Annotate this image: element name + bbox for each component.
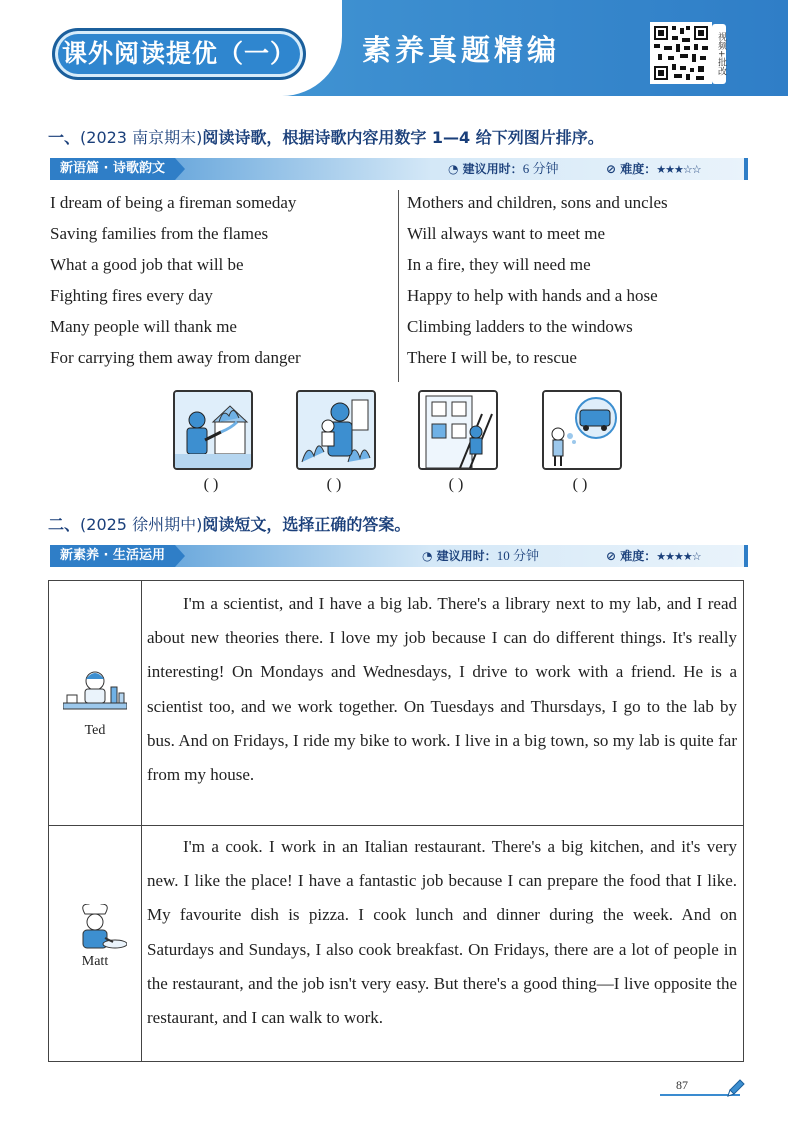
- poem-line: Will always want to meet me: [407, 224, 606, 243]
- check-circle-icon: ⊘: [606, 162, 617, 176]
- table-row-ted: [49, 581, 743, 825]
- difficulty-label: 难度：: [620, 162, 657, 176]
- poem-line: Many people will thank me: [50, 317, 237, 336]
- poem-line: Saving families from the flames: [50, 224, 269, 243]
- section1-tagbar: [50, 158, 748, 180]
- header-title: 素养真题精编: [362, 33, 561, 67]
- picture-firefighter-ladder: [418, 390, 498, 470]
- picture-firefighter-hose: [173, 390, 253, 470]
- answer-blank-2[interactable]: ( ): [326, 476, 342, 493]
- table-row-matt: [49, 825, 743, 1062]
- poem-line: I dream of being a fireman someday: [50, 193, 297, 212]
- qr-code-icon[interactable]: [650, 22, 712, 84]
- poem-line: Happy to help with hands and a hose: [407, 286, 658, 305]
- speaker-name: Ted: [84, 723, 106, 738]
- speaker-cell: [49, 581, 142, 825]
- section1-instruction: 阅读诗歌，根据诗歌内容用数字 1—4 给下列图片排序。: [202, 128, 604, 147]
- picture-boy-dreams-fire-truck: [542, 390, 622, 470]
- section2-tagbar: [50, 545, 748, 567]
- speaker-name: Matt: [81, 954, 109, 969]
- check-circle-icon: ⊘: [606, 549, 617, 563]
- difficulty-label: 难度：: [620, 549, 657, 563]
- section1-tag: 新语篇 · 诗歌韵文: [50, 158, 175, 180]
- pencil-icon: [724, 1078, 746, 1100]
- time-label: 建议用时：: [436, 549, 497, 563]
- section1-difficulty: [606, 158, 701, 181]
- time-value: 6 分钟: [522, 161, 559, 176]
- poem-line: Mothers and children, sons and uncles: [407, 193, 668, 212]
- clock-icon: ◔: [422, 549, 433, 563]
- cook-avatar: [63, 904, 127, 954]
- poem-line: For carrying them away from danger: [50, 348, 301, 367]
- section2-source: (2025 徐州期中): [80, 515, 203, 534]
- speaker-cell: [49, 826, 142, 1062]
- poem-left-column: [50, 187, 301, 373]
- page-number: 87: [676, 1078, 688, 1092]
- poem-line: In a fire, they will need me: [407, 255, 591, 274]
- time-label: 建议用时：: [462, 162, 523, 176]
- time-value: 10 分钟: [496, 548, 539, 563]
- section1-number: 一、: [48, 128, 81, 147]
- poem-line: Climbing ladders to the windows: [407, 317, 633, 336]
- section1-time: [448, 158, 558, 180]
- section1-heading: [48, 125, 604, 148]
- poem-line: Fighting fires every day: [50, 286, 213, 305]
- poem-line: What a good job that will be: [50, 255, 244, 274]
- answer-blank-1[interactable]: ( ): [203, 476, 219, 493]
- answer-blank-3[interactable]: ( ): [448, 476, 464, 493]
- reading-table: [48, 580, 744, 1062]
- passage-text: I'm a cook. I work in an Italian restaurant. There's a big kitchen, and it's very new. I like the place! I have a fantastic job because I can prepare the food that I like. My favourite dish is pizza. I cook lunch and dinner during the week. And on Saturdays and Sundays, I also cook breakfast. On Fridays, there are a lot of people in the restaurant, and the job isn't very easy. But there's a good thing—I live opposite the restaurant, and I can walk to work.: [147, 837, 737, 1028]
- difficulty-stars: ★★★☆☆: [656, 163, 701, 176]
- chapter-badge: 课外阅读提优（一）: [52, 28, 306, 80]
- qr-note: 视频+批改: [712, 24, 726, 84]
- section2-time: [422, 545, 539, 567]
- section2-instruction: 阅读短文，选择正确的答案。: [202, 515, 411, 534]
- passage-text: I'm a scientist, and I have a big lab. There's a library next to my lab, and I read about new theories there. I love my job because I can do different things. It's really interesting! On Mondays and Wednesdays, I drive to work with a friend. He is a scientist too, and we work together. On Tuesdays and Thursdays, I go to the lab by bus. And on Fridays, I ride my bike to work. I live in a big town, so my lab is quite far from my house.: [147, 594, 737, 785]
- section2-tag: 新素养 · 生活运用: [50, 545, 175, 567]
- poem-line: There I will be, to rescue: [407, 348, 577, 367]
- poem-divider: [398, 190, 399, 382]
- section2-number: 二、: [48, 515, 81, 534]
- clock-icon: ◔: [448, 162, 459, 176]
- picture-firefighter-rescue-child: [296, 390, 376, 470]
- page-header: [0, 0, 800, 96]
- section2-heading: [48, 512, 410, 535]
- poem-right-column: [407, 187, 668, 373]
- section1-source: (2023 南京期末): [80, 128, 203, 147]
- difficulty-stars: ★★★★☆: [656, 550, 701, 563]
- answer-blank-4[interactable]: ( ): [572, 476, 588, 493]
- section2-difficulty: [606, 545, 701, 568]
- scientist-avatar: [63, 667, 127, 717]
